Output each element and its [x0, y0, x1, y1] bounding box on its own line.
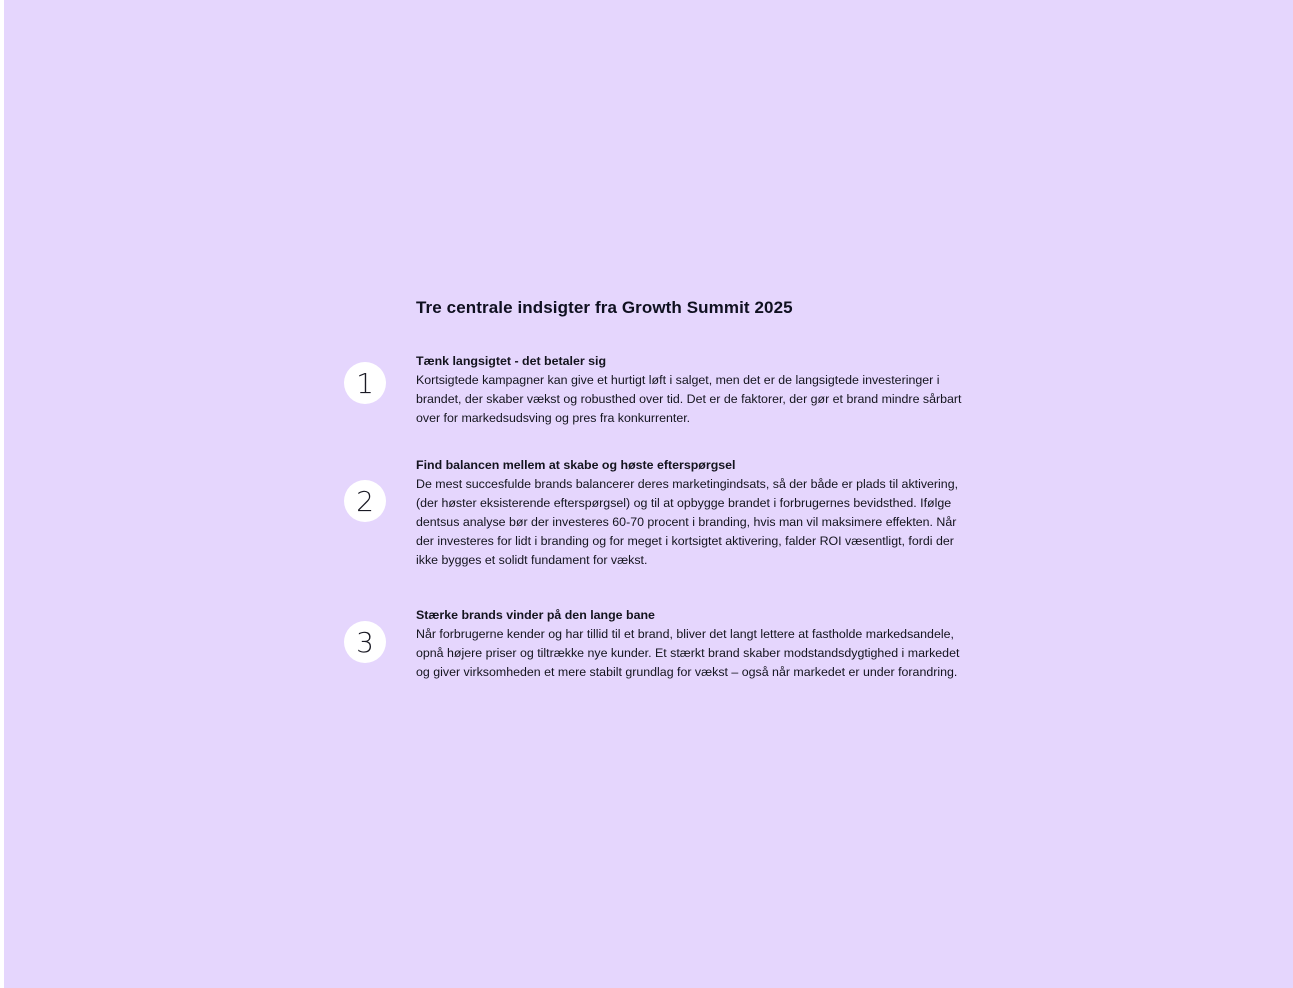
- insight-item-2: [344, 456, 984, 576]
- number-badge-1: 1: [344, 362, 386, 404]
- page-title: Tre centrale indsigter fra Growth Summit 2025: [416, 298, 793, 317]
- number-badge-3: 3: [344, 621, 386, 663]
- insight-item-3: [344, 606, 984, 706]
- page-background: [4, 0, 1293, 988]
- insight-text-1: [416, 352, 976, 428]
- insight-text-3: [416, 606, 976, 682]
- number-badge-2: 2: [344, 480, 386, 522]
- insight-body-1: Kortsigtede kampagner kan give et hurtigt løft i salget, men det er de langsigtede investeringer i brandet, der skaber vækst og robusthed over tid. Det er de faktorer, der gør et brand mindre sårbart over for markedsudsving og pres fra konkurrenter.: [416, 373, 962, 425]
- insight-heading-3: Stærke brands vinder på den lange bane: [416, 608, 655, 622]
- insight-text-2: [416, 456, 976, 570]
- insight-body-2: De mest succesfulde brands balancerer deres marketingindsats, så der både er plads til aktivering, (der høster eksisterende efterspørgsel) og til at opbygge brandet i forbrugernes bevidsthed. Ifølge dentsus analyse bør der investeres 60-70 procent i branding, hvis man vil maksimere effekten. Når der investeres for lidt i branding og for meget i kortsigtet aktivering, falder ROI væsentligt, fordi der ikke bygges et solidt fundament for vækst.: [416, 477, 959, 567]
- insight-body-3: Når forbrugerne kender og har tillid til et brand, bliver det langt lettere at fastholde markedsandele, opnå højere priser og tiltrække nye kunder. Et stærkt brand skaber modstandsdygtighed i markedet og giver virksomheden et mere stabilt grundlag for vækst – også når markedet er under forandring.: [416, 627, 960, 679]
- insight-item-1: [344, 352, 984, 432]
- insight-heading-1: Tænk langsigtet - det betaler sig: [416, 354, 607, 368]
- insight-heading-2: Find balancen mellem at skabe og høste efterspørgsel: [416, 458, 736, 472]
